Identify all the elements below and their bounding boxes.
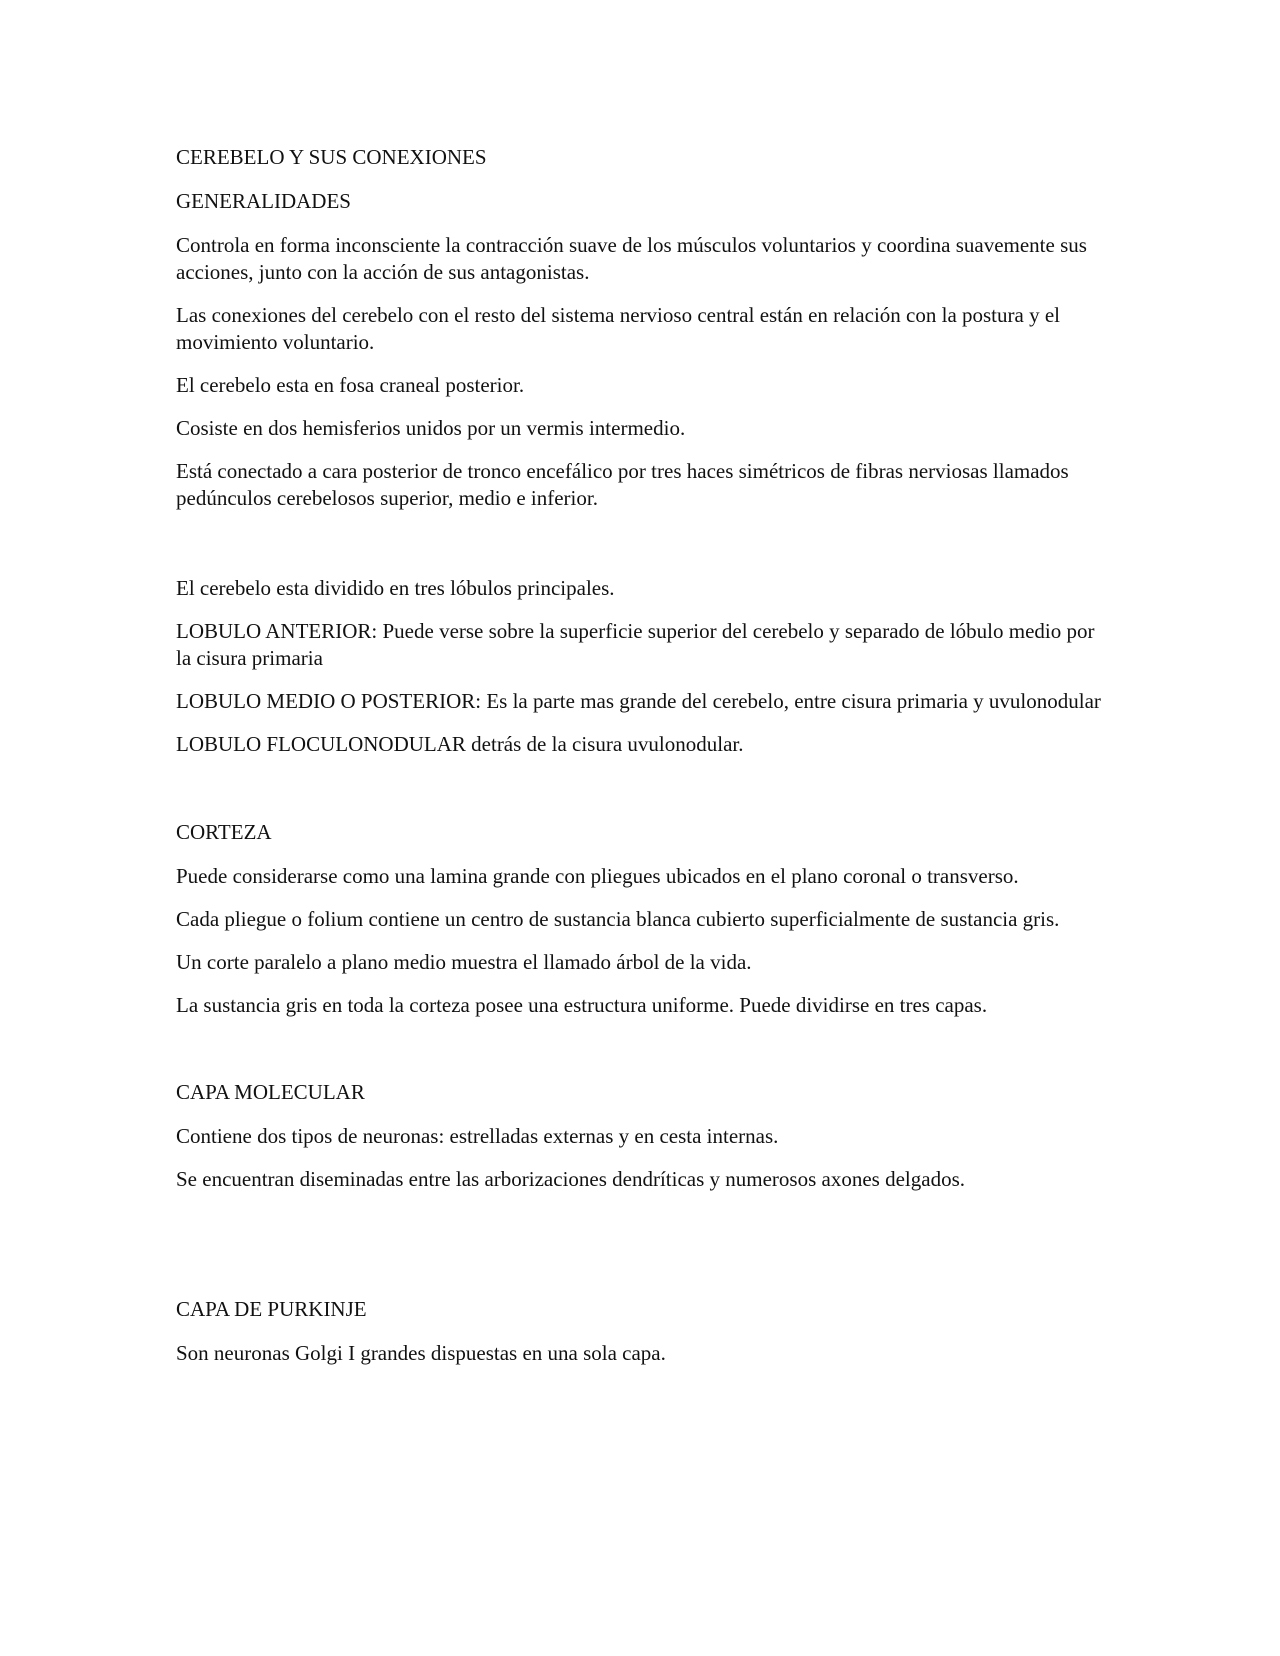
blank-line <box>176 528 1106 575</box>
paragraph: Cosiste en dos hemisferios unidos por un vermis intermedio. <box>176 416 686 440</box>
paragraph: La sustancia gris en toda la corteza posee una estructura uniforme. Puede dividirse en tres capas. <box>176 993 988 1017</box>
document-body <box>176 144 1106 1383</box>
paragraph: Cada pliegue o folium contiene un centro de sustancia blanca cubierto superficialmente de sustancia gris. <box>176 907 1060 931</box>
paragraph: Puede considerarse como una lamina grande con pliegues ubicados en el plano coronal o transverso. <box>176 864 1019 888</box>
paragraph: El cerebelo esta en fosa craneal posterior. <box>176 373 525 397</box>
blank-line <box>176 1035 1106 1079</box>
paragraph: Está conectado a cara posterior de tronco encefálico por tres haces simétricos de fibras nerviosas llamados pedúnculos cerebelosos superior, medio e inferior. <box>176 459 1069 510</box>
paragraph: Se encuentran diseminadas entre las arborizaciones dendríticas y numerosos axones delgados. <box>176 1167 965 1191</box>
paragraph: Controla en forma inconsciente la contracción suave de los músculos voluntarios y coordina suavemente sus acciones, junto con la acción de sus antagonistas. <box>176 233 1087 284</box>
paragraph: LOBULO FLOCULONODULAR detrás de la cisura uvulonodular. <box>176 732 744 756</box>
blank-line <box>176 774 1106 819</box>
section-heading-capa-molecular: CAPA MOLECULAR <box>176 1080 365 1104</box>
paragraph: Contiene dos tipos de neuronas: estrelladas externas y en cesta internas. <box>176 1124 779 1148</box>
section-heading-capa-purkinje: CAPA DE PURKINJE <box>176 1297 367 1321</box>
section-heading-corteza: CORTEZA <box>176 820 272 844</box>
blank-line <box>176 1209 1106 1296</box>
paragraph: El cerebelo esta dividido en tres lóbulos principales. <box>176 576 615 600</box>
document-title: CEREBELO Y SUS CONEXIONES <box>176 145 487 169</box>
paragraph: Las conexiones del cerebelo con el resto del sistema nervioso central están en relación con la postura y el movimiento voluntario. <box>176 303 1060 354</box>
paragraph: LOBULO ANTERIOR: Puede verse sobre la superficie superior del cerebelo y separado de lóbulo medio por la cisura primaria <box>176 619 1095 670</box>
section-heading-generalidades: GENERALIDADES <box>176 189 351 213</box>
paragraph: Son neuronas Golgi I grandes dispuestas en una sola capa. <box>176 1341 666 1365</box>
paragraph: Un corte paralelo a plano medio muestra el llamado árbol de la vida. <box>176 950 752 974</box>
paragraph: LOBULO MEDIO O POSTERIOR: Es la parte mas grande del cerebelo, entre cisura primaria y uvulonodular <box>176 689 1101 713</box>
